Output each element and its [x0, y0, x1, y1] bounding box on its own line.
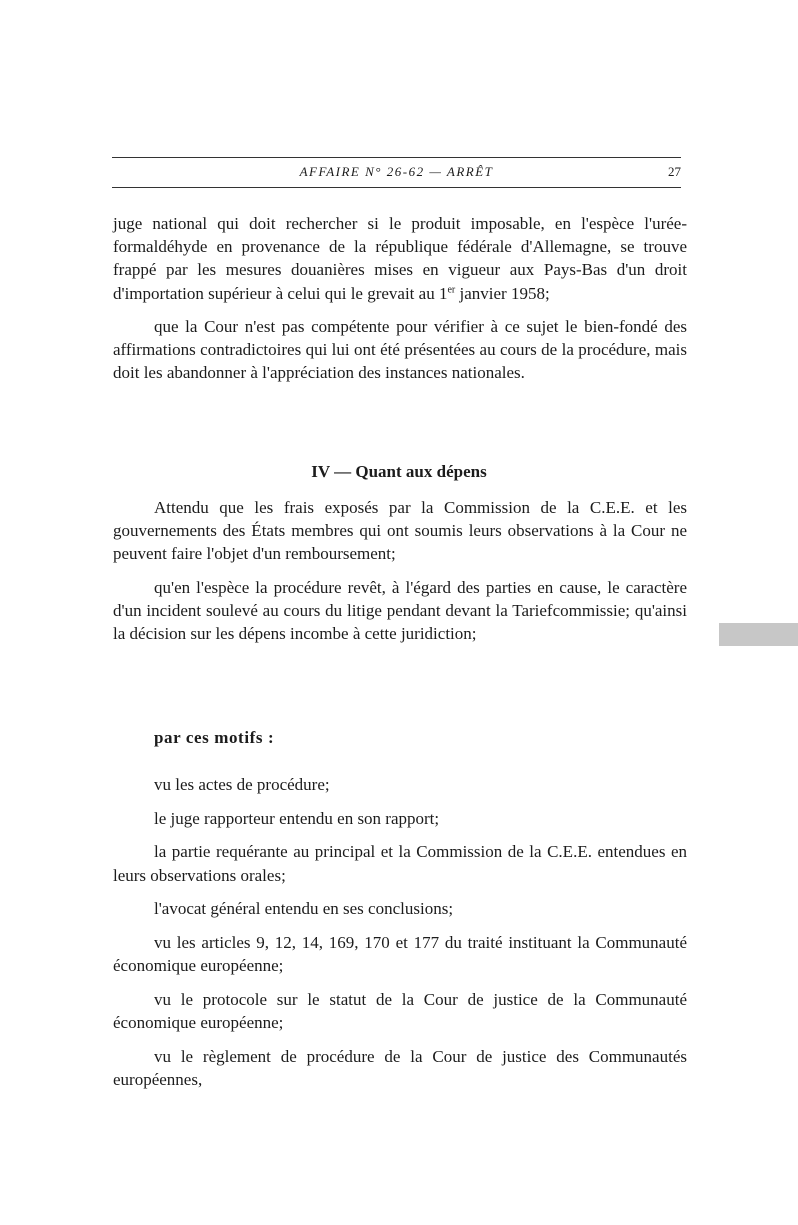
list-item: le juge rapporteur entendu en son rapport; — [154, 808, 440, 828]
list-item: la partie requérante au principal et la Commission de la C.E.E. entendues en leurs observations orales; — [113, 842, 687, 885]
running-title: AFFAIRE N° 26-62 — ARRÊT — [299, 164, 494, 179]
section-heading: IV — Quant aux dépens — [311, 462, 487, 481]
paragraph: Attendu que les frais exposés par la Commission de la C.E.E. et les gouvernements des États membres qui ont soumis leurs observations à la Cour ne peuvent faire l'objet d'un remboursement; — [113, 498, 687, 564]
header-rule-top — [112, 157, 681, 158]
running-header — [112, 164, 681, 182]
list-item: vu les actes de procédure; — [154, 775, 330, 794]
header-rule-bottom — [112, 187, 681, 188]
paragraph: qu'en l'espèce la procédure revêt, à l'égard des parties en cause, le caractère d'un incident soulevé au cours du litige pendant devant la Tariefcommissie; qu'ainsi la décision sur les dépens incombe à cette juridiction; — [113, 577, 687, 644]
paragraph-continuation: juge national qui doit rechercher si le produit imposable, en l'espèce l'urée-formaldéhyde en provenance de la république fédérale d'Allemagne, se trouve frappé par les mesures douanières mises en vigueur aux Pays-Bas d'un droit d'importation supérieur à celui qui le grevait au 1er janvier 1958; — [113, 214, 687, 303]
list-item: l'avocat général entendu en ses conclusions; — [154, 899, 454, 919]
page-edge-tab — [719, 623, 798, 646]
motifs-heading: par ces motifs : — [154, 728, 275, 747]
list-item: vu le règlement de procédure de la Cour de justice des Communautés européennes, — [113, 1046, 687, 1090]
page-number: 27 — [668, 164, 681, 179]
section-a — [113, 212, 687, 394]
list-item: vu le protocole sur le statut de la Cour de justice de la Communauté économique européenne; — [113, 989, 687, 1033]
paragraph: que la Cour n'est pas compétente pour vérifier à ce sujet le bien-fondé des affirmations contradictoires qui lui ont été présentées au cours de la procédure, mais doit les abandonner à l'appréciation des instances nationales. — [113, 316, 687, 383]
list-item: vu les articles 9, 12, 14, 169, 170 et 177 du traité instituant la Communauté économique européenne; — [113, 933, 687, 976]
section-b — [113, 496, 687, 655]
section-c — [113, 773, 687, 1102]
superscript: er — [447, 283, 456, 295]
